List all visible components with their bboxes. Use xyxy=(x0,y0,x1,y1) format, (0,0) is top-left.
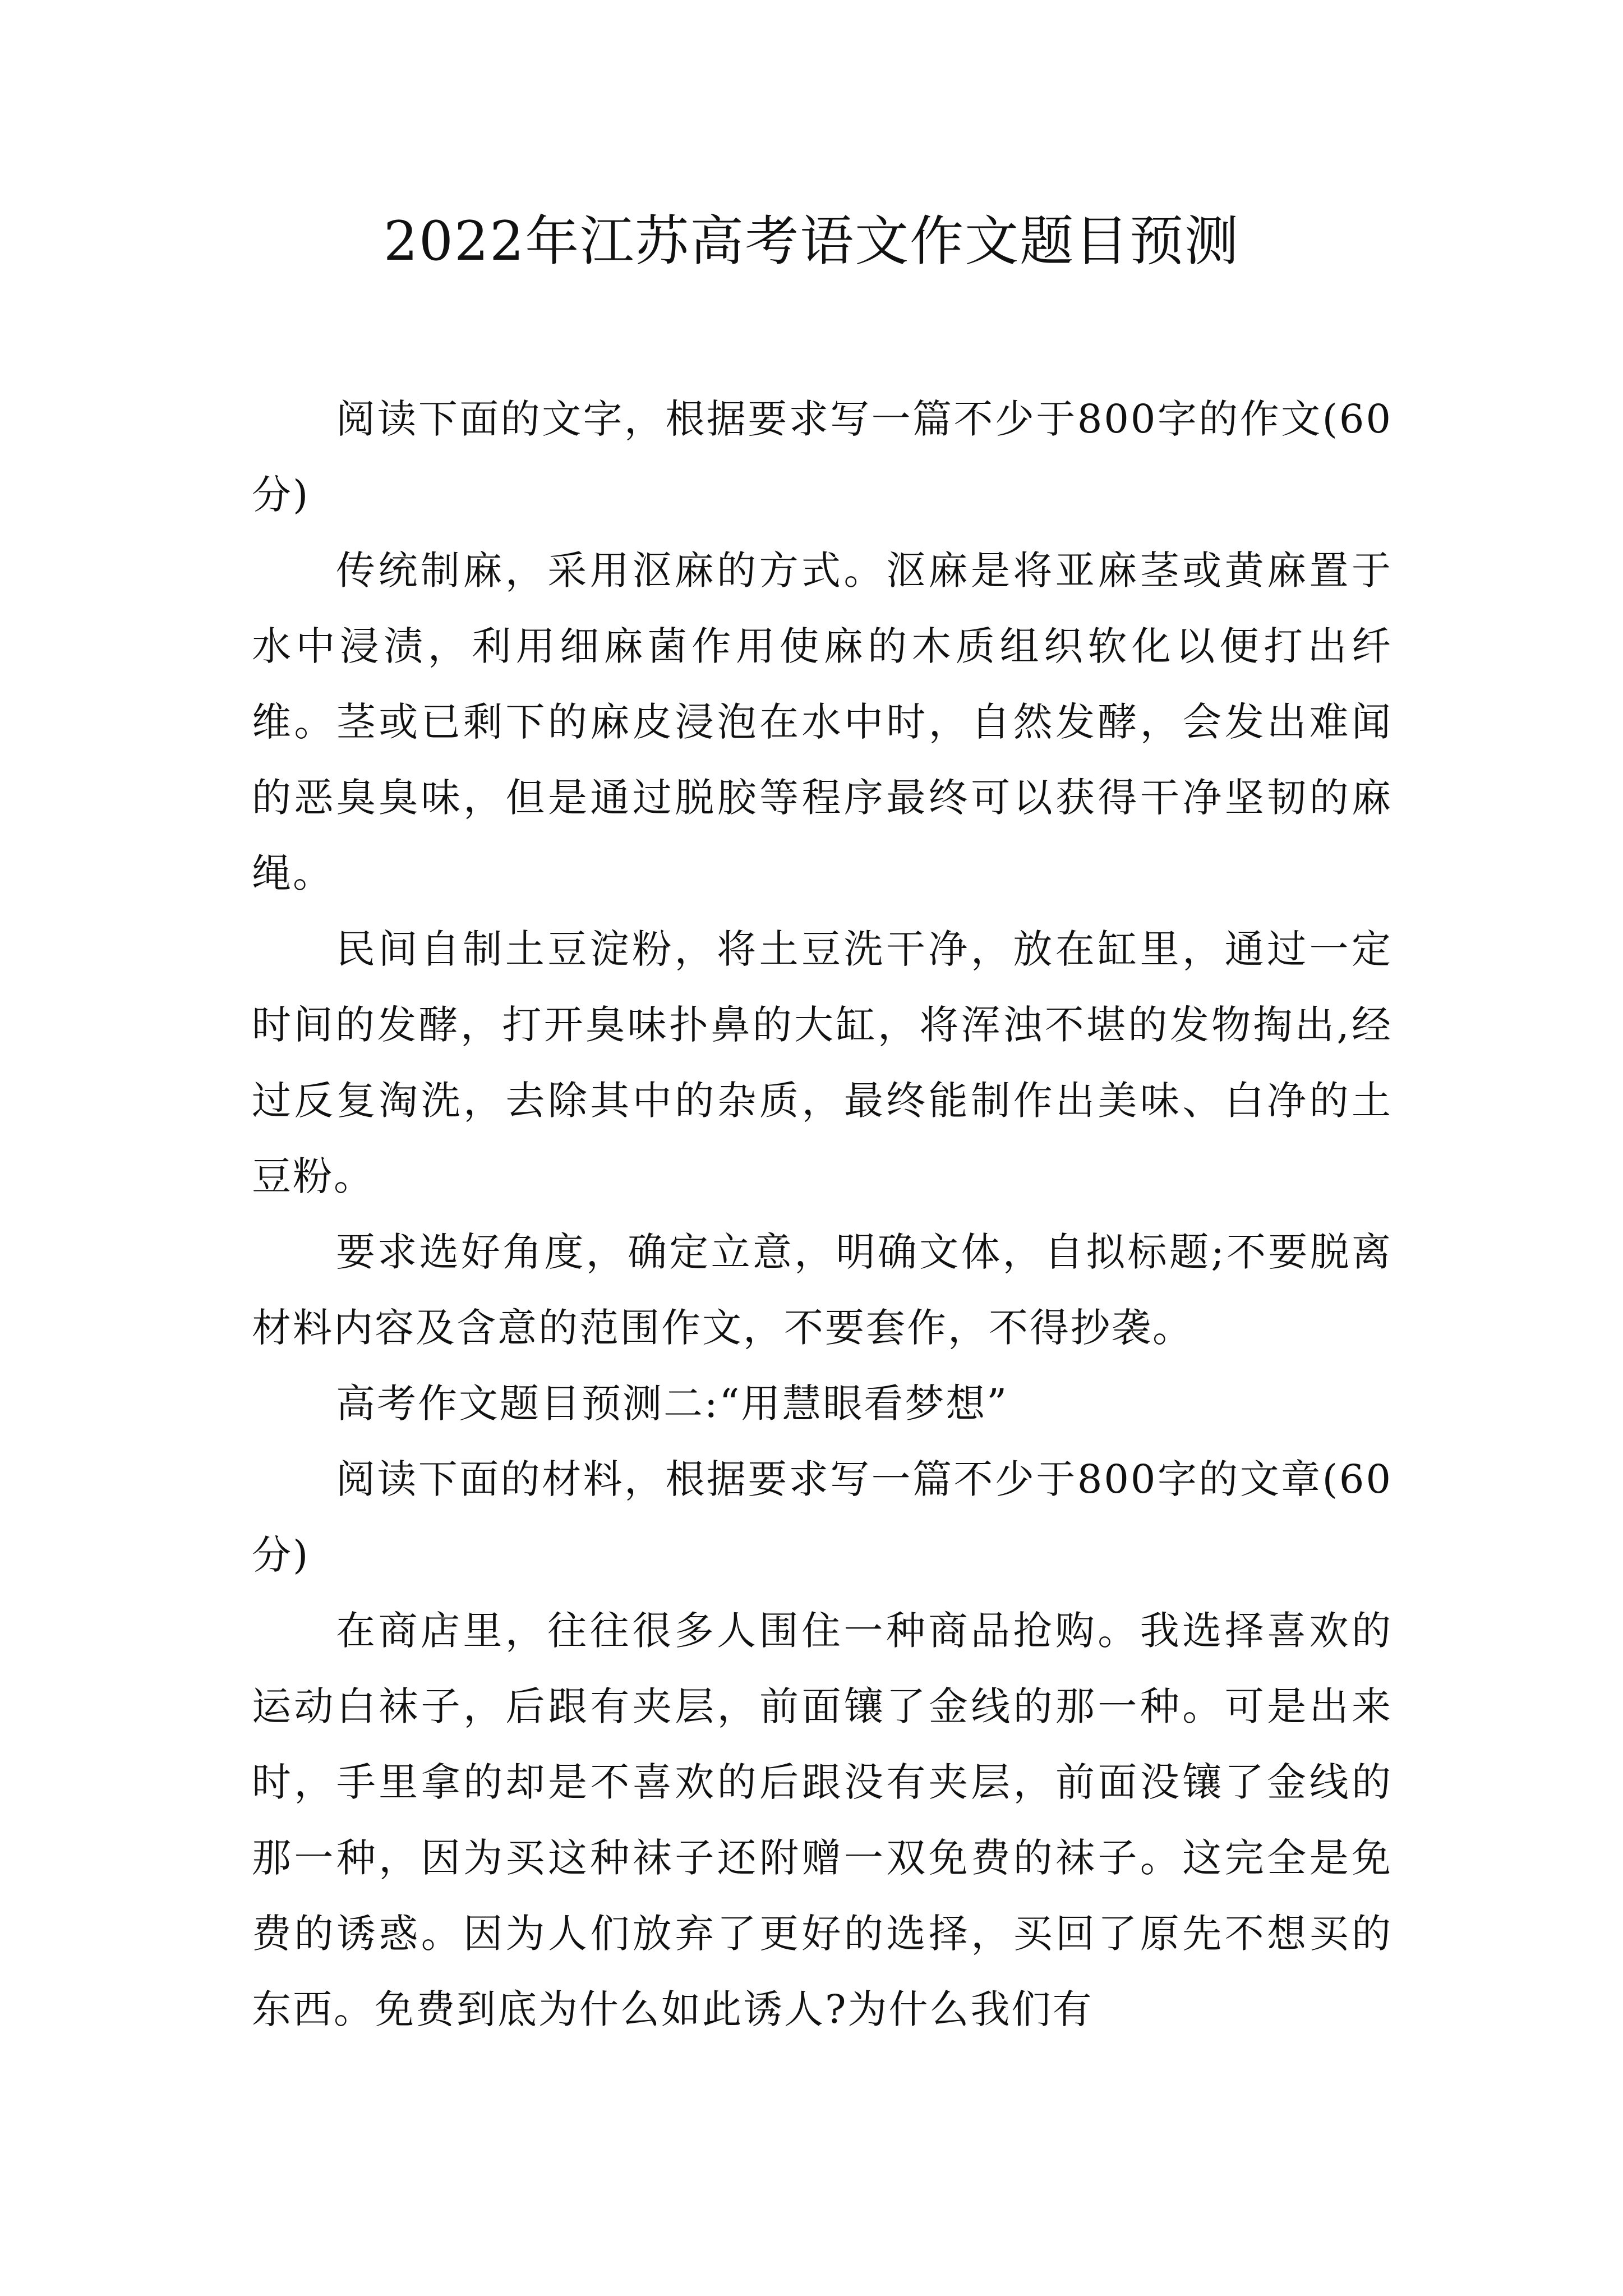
paragraph: 民间自制土豆淀粉，将土豆洗干净，放在缸里，通过一定时间的发酵，打开臭味扑鼻的大缸，将浑浊不堪的发物掏出,经过反复淘洗，去除其中的杂质，最终能制作出美味、白净的土豆粉。 xyxy=(252,926,1393,1199)
paragraph: 要求选好角度，确定立意，明确文体，自拟标题;不要脱离材料内容及含意的范围作文，不要套作，不得抄袭。 xyxy=(252,1229,1393,1351)
document-body xyxy=(252,381,1393,2047)
paragraph: 传统制麻，采用沤麻的方式。沤麻是将亚麻茎或黄麻置于水中浸渍，利用细麻菌作用使麻的木质组织软化以便打出纤维。茎或已剩下的麻皮浸泡在水中时，自然发酵，会发出难闻的恶臭臭味，但是通过脱胶等程序最终可以获得干净坚韧的麻绳。 xyxy=(252,547,1393,896)
paragraph: 阅读下面的材料，根据要求写一篇不少于800字的文章(60分) xyxy=(252,1456,1393,1578)
section-heading: 高考作文题目预测二:“用慧眼看梦想” xyxy=(336,1381,1009,1427)
paragraph: 阅读下面的文字，根据要求写一篇不少于800字的作文(60分) xyxy=(252,396,1393,518)
paragraph: 在商店里，往往很多人围住一种商品抢购。我选择喜欢的运动白袜子，后跟有夹层，前面镶了金线的那一种。可是出来时，手里拿的却是不喜欢的后跟没有夹层，前面没镶了金线的那一种，因为买这种袜子还附赠一双免费的袜子。这完全是免费的诱惑。因为人们放弃了更好的选择，买回了原先不想买的东西。免费到底为什么如此诱人?为什么我们有 xyxy=(252,1608,1393,2032)
document-title: 2022年江苏高考语文作文题目预测 xyxy=(383,210,1240,273)
